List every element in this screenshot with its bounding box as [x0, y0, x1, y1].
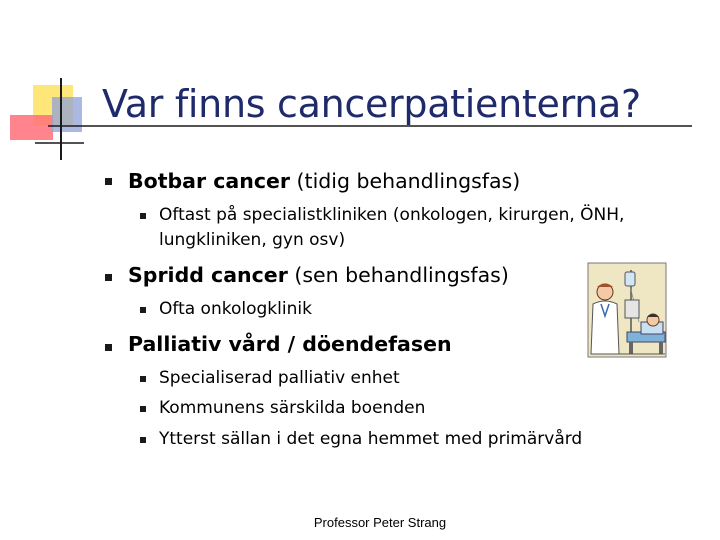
- slide-footer: Professor Peter Strang: [313, 515, 447, 530]
- sub-bullet-square-icon: [140, 406, 146, 412]
- slide-title: Var finns cancerpatienterna?: [102, 82, 641, 126]
- sub-bullet-square-icon: [140, 307, 146, 313]
- bullet-strong: Spridd cancer: [128, 263, 288, 287]
- bullet-rest: (tidig behandlingsfas): [290, 169, 521, 193]
- sub-bullet-item: Kommunens särskilda boenden: [159, 398, 426, 418]
- sub-bullet-item: Specialiserad palliativ enhet: [159, 368, 400, 388]
- bullet-strong: Palliativ vård / döendefasen: [128, 332, 452, 356]
- bullet-spridd-cancer: [128, 263, 509, 287]
- sub-bullet-item: Oftast på specialistkliniken (onkologen, kirurgen, ÖNH, lungkliniken, gyn osv): [159, 205, 625, 250]
- sub-bullet-square-icon: [140, 376, 146, 382]
- bullet-square-icon: [105, 274, 112, 281]
- bullet-botbar-cancer: [128, 169, 520, 193]
- bullet-square-icon: [105, 344, 112, 351]
- bullet-strong: Botbar cancer: [128, 169, 291, 193]
- sub-bullet-square-icon: [140, 213, 146, 219]
- bullet-rest: (sen behandlingsfas): [287, 263, 509, 287]
- bullet-square-icon: [105, 178, 112, 185]
- bullet-palliativ-vard: [128, 332, 452, 356]
- sub-bullet-item: Ytterst sällan i det egna hemmet med primärvård: [159, 429, 583, 449]
- sub-bullet-item: Ofta onkologklinik: [159, 299, 312, 319]
- hospital-bedside-clipart-icon: [587, 262, 667, 358]
- sub-bullet-square-icon: [140, 437, 146, 443]
